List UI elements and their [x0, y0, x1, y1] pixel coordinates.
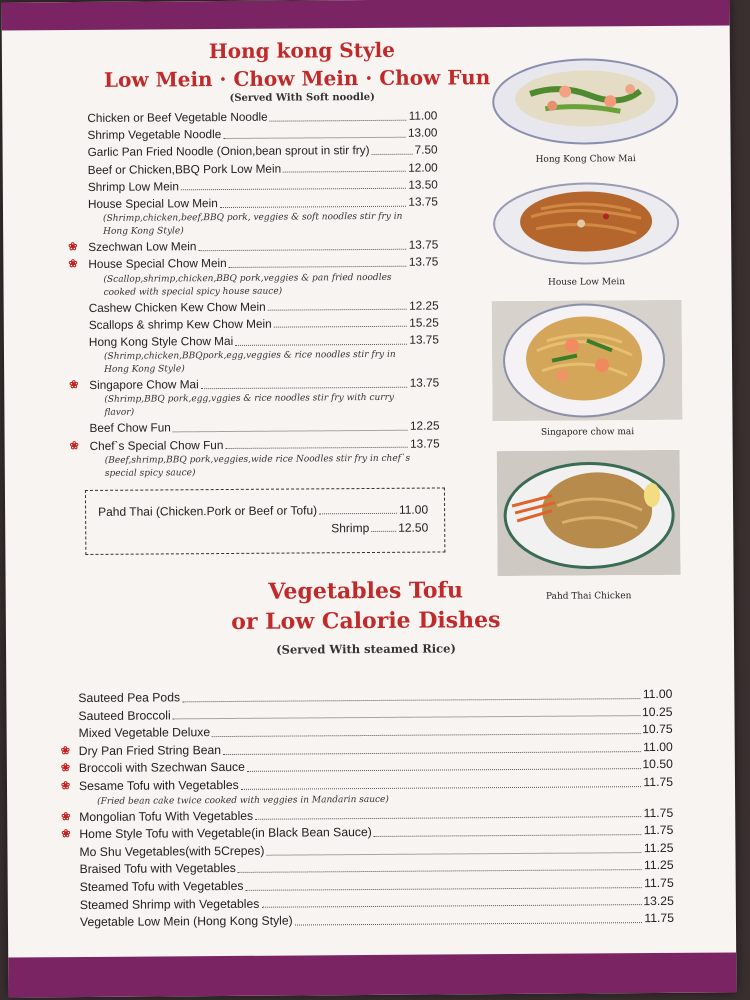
dot-leader: [198, 248, 406, 251]
menu-item-name: Sauteed Broccoli: [78, 707, 171, 723]
menu-item-name: Chicken or Beef Vegetable Noodle: [87, 109, 268, 125]
caption-house-low-mein: House Low Mein: [547, 277, 626, 288]
menu-item-price: 12.25: [409, 298, 439, 313]
menu-item-name: Beef or Chicken,BBQ Pork Low Mein: [87, 161, 282, 177]
menu-item-row: [89, 332, 439, 352]
section1-title-line2: Low Mein · Chow Mein · Chow Fun: [103, 65, 491, 92]
menu-item-price: 13.75: [408, 254, 439, 270]
menu-item-description: (Scallop,shrimp,chicken,BBQ pork,veggies & pan fried noodles cooked with special spicy house sauce): [103, 272, 392, 298]
menu-item-name: Chef`s Special Chow Fun: [89, 437, 224, 453]
photo-house-low-mein: [491, 178, 682, 269]
menu-item-name: Cashew Chicken Kew Chow Mein: [88, 299, 266, 315]
section1-menu-list: [68, 108, 440, 481]
menu-item-price: 11.00: [643, 739, 673, 754]
pepper-icon: ❀: [69, 439, 79, 452]
pepper-icon: ❀: [60, 780, 71, 793]
menu-item-name: Mongolian Tofu With Vegetables: [79, 808, 254, 824]
dot-leader: [274, 325, 408, 328]
pad-thai-line2: [331, 521, 428, 536]
pad-thai-name: Pahd Thai (Chicken.Pork or Beef or Tofu): [98, 503, 318, 519]
menu-item-name: Mo Shu Vegetables(with 5Crepes): [79, 843, 265, 859]
menu-item-price: 12.00: [408, 160, 438, 175]
menu-item-name: Home Style Tofu with Vegetable(in Black Bean Sauce): [79, 825, 372, 842]
dot-leader: [212, 732, 640, 737]
pad-thai-shrimp-name: Shrimp: [331, 520, 370, 536]
caption-singapore-chow-mai: Singapore chow mai: [540, 427, 635, 438]
pepper-icon: ❀: [60, 762, 71, 775]
menu-item-price: 11.25: [643, 858, 674, 873]
caption-pahd-thai-chicken: Pahd Thai Chicken: [545, 591, 632, 602]
dot-leader: [173, 429, 408, 433]
menu-item-row: [69, 435, 440, 455]
dot-leader: [182, 697, 641, 702]
dot-leader: [235, 342, 407, 345]
dot-leader: [181, 187, 406, 191]
menu-item-price: 11.00: [408, 108, 438, 123]
menu-item-name: Steamed Tofu with Vegetables: [79, 878, 244, 894]
menu-item-name: Braised Tofu with Vegetables: [79, 861, 236, 877]
dot-leader: [220, 204, 407, 207]
dot-leader: [247, 767, 641, 772]
pepper-icon: ❀: [61, 810, 71, 823]
menu-item-row: [80, 910, 674, 932]
pepper-icon: ❀: [60, 744, 71, 757]
section2-title-line1: Vegetables Tofu: [268, 577, 464, 605]
menu-item-description: (Shrimp,BBQ pork,egg,vggies & rice noodles stir fry with curry flavor): [104, 393, 395, 419]
menu-item-description: (Beef,shrimp,BBQ pork,veggies,wide rice Noodles stir fry in chef`s special spicy sauce): [104, 453, 411, 479]
section2-title-line2: or Low Calorie Dishes: [231, 607, 501, 635]
dot-leader: [223, 750, 641, 755]
pad-thai-line1: [98, 503, 428, 519]
dot-leader: [229, 265, 407, 268]
dot-leader: [223, 136, 406, 139]
menu-item-name: Beef Chow Fun: [89, 420, 171, 436]
pepper-icon: ❀: [68, 258, 78, 271]
menu-item-row: [69, 375, 440, 395]
menu-item-price: 10.50: [642, 757, 673, 772]
section2-menu-list: [60, 686, 674, 932]
menu-item-price: 11.75: [644, 875, 674, 891]
menu-item-name: Shrimp Vegetable Noodle: [87, 127, 222, 143]
menu-item-name: Scallops & shrimp Kew Chow Mein: [88, 316, 272, 332]
menu-item-description: (Shrimp,chicken,beef,BBQ pork, veggies & soft noodles stir fry in Hong Kong Style): [103, 211, 403, 238]
dot-leader: [245, 886, 642, 891]
menu-item-price: 13.25: [643, 893, 674, 908]
menu-item-price: 7.50: [414, 142, 438, 158]
photo-singapore-chow-mai: [492, 300, 683, 421]
menu-item-price: 13.75: [408, 194, 438, 209]
pepper-icon: ❀: [69, 379, 79, 392]
dot-leader: [374, 833, 642, 837]
dot-leader: [268, 308, 407, 311]
menu-item-price: 10.25: [641, 704, 673, 719]
section2-subtitle: (Served With steamed Rice): [276, 641, 456, 657]
menu-item-name: Sesame Tofu with Vegetables: [78, 777, 239, 794]
dot-leader: [372, 153, 413, 155]
dot-leader: [255, 815, 642, 820]
menu-item-price: 15.25: [409, 315, 439, 330]
dot-leader: [261, 903, 641, 908]
bottom-band: [8, 952, 736, 997]
pepper-icon: ❀: [61, 828, 71, 841]
dot-leader: [295, 921, 643, 925]
menu-item-price: 10.75: [642, 722, 673, 737]
pad-thai-shrimp-price: 12.50: [398, 520, 429, 535]
dot-leader: [201, 386, 408, 389]
dot-leader: [283, 170, 406, 173]
menu-item-price: 11.75: [643, 805, 674, 820]
pad-thai-box: [85, 487, 445, 555]
menu-item-row: [68, 254, 439, 274]
menu-item-name: Singapore Chow Mai: [89, 377, 199, 393]
caption-hong-kong-chow-mai: Hong Kong Chow Mai: [535, 154, 636, 165]
menu-item-name: House Special Chow Mein: [88, 256, 227, 272]
menu-item-price: 13.75: [409, 332, 439, 347]
menu-item-name: Dry Pan Fried String Bean: [78, 742, 222, 758]
photo-hong-kong-chow-mai: [490, 53, 681, 149]
menu-item-price: 13.75: [410, 436, 440, 451]
dot-leader: [241, 785, 642, 790]
menu-item-name: Shrimp Low Mein: [87, 179, 180, 194]
menu-item-price: 11.00: [642, 686, 673, 702]
dot-leader: [225, 446, 408, 449]
menu-item-name: Mixed Vegetable Deluxe: [78, 725, 211, 741]
menu-item-price: 13.75: [408, 237, 439, 252]
photo-pahd-thai-chicken: [497, 450, 681, 576]
top-band: [2, 0, 730, 31]
menu-item-price: 13.00: [407, 125, 438, 140]
dot-leader: [270, 118, 407, 121]
menu-item-name: Steamed Shrimp with Vegetables: [79, 896, 260, 912]
menu-item-name: Sauteed Pea Pods: [78, 690, 181, 706]
menu-item-price: 12.25: [409, 418, 440, 434]
menu-item-price: 11.75: [643, 823, 674, 838]
menu-item-description: (Shrimp,chicken,BBQpork,egg,veggies & rice noodles stir fry in Hong Kong Style): [103, 350, 396, 376]
section1-title-line1: Hong kong Style: [208, 37, 395, 64]
dot-leader: [266, 851, 641, 856]
menu-item-price: 13.75: [409, 375, 440, 390]
menu-item-name: House Special Low Mein: [87, 196, 218, 211]
menu-item-price: 11.25: [643, 840, 674, 855]
menu-item-price: 11.75: [643, 774, 674, 790]
pepper-icon: ❀: [68, 241, 78, 254]
menu-item-name: Broccoli with Szechwan Sauce: [78, 760, 245, 776]
dot-leader: [238, 868, 642, 873]
menu-item-description: (Fried bean cake twice cooked with veggies in Mandarin sauce): [97, 794, 389, 807]
dot-leader: [173, 715, 640, 720]
menu-item-name: Garlic Pan Fried Noodle (Onion,bean sprout in stir fry): [87, 143, 370, 160]
section1-subtitle: (Served With Soft noodle): [229, 91, 375, 104]
pad-thai-price: 11.00: [398, 502, 429, 517]
menu-item-name: Szechwan Low Mein: [88, 239, 197, 255]
menu-page: [2, 0, 737, 998]
menu-item-name: Vegetable Low Mein (Hong Kong Style): [79, 913, 293, 930]
menu-item-price: 13.50: [408, 177, 438, 192]
menu-item-price: 11.75: [644, 911, 674, 926]
menu-item-row: [88, 194, 438, 214]
menu-item-name: Hong Kong Style Chow Mai: [88, 333, 234, 349]
